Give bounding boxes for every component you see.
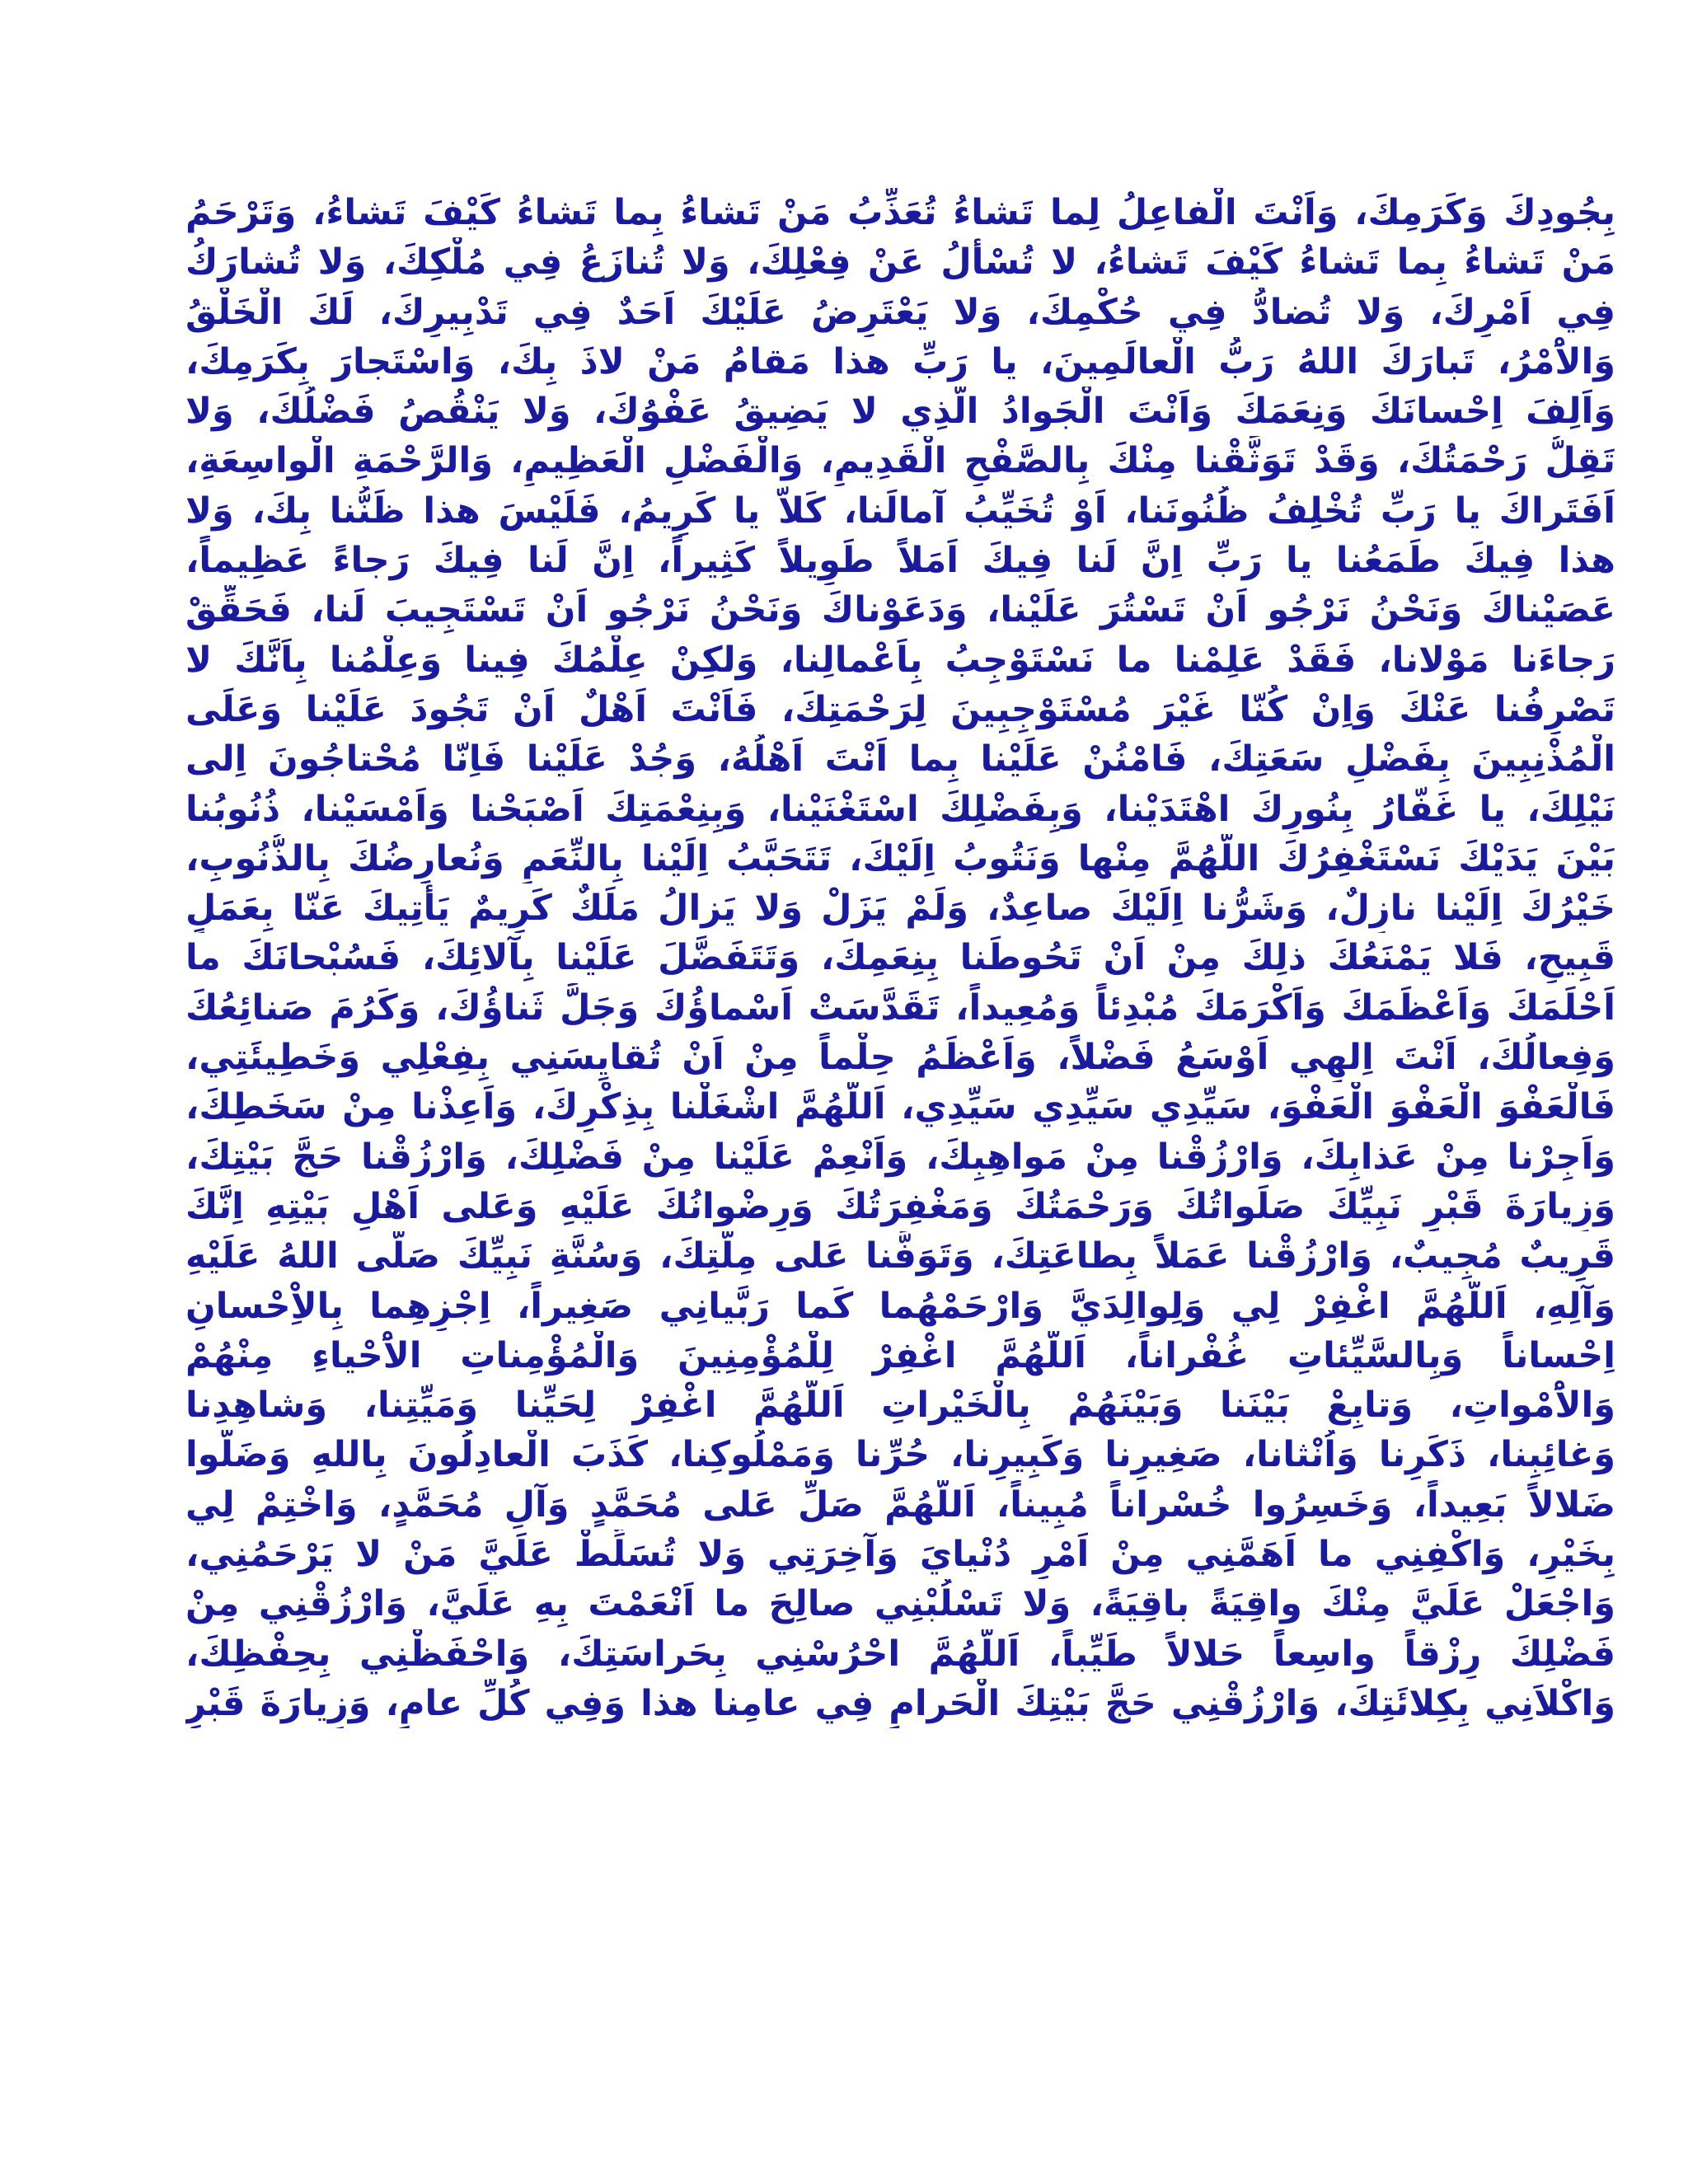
text-line: الْمُذْنِبِينَ بِفَضْلِ سَعَتِكَ، فَامْنُنْ عَلَيْنا بِما اَنْتَ اَهْلُهُ، وَجُدْ عَلَيْنا فَاِنّا مُحْتاجُونَ اِلى [185,738,1615,780]
text-line: تَصْرِفُنا عَنْكَ وَاِنْ كُنّا غَيْرَ مُسْتَوْجِبِينَ لِرَحْمَتِكَ، فَاَنْتَ اَهْلٌ اَنْ تَجُودَ عَلَيْنا وَعَلَى [185,688,1615,730]
text-line: فِي اَمْرِكَ، وَلا تُضادُّ فِي حُكْمِكَ، وَلا يَعْتَرِضُ عَلَيْكَ اَحَدٌ فِي تَدْبِيرِكَ، لَكَ الْخَلْقُ [185,291,1615,333]
text-line: وَاكْلاَنِي بِكِلائَتِكَ، وَارْزُقْنِي حَجَّ بَيْتِكَ الْحَرامِ فِي عامِنا هذا وَفِي كُلِّ عامٍ، وَزِيارَةَ قَبْرِ [185,1682,1615,1724]
text-line: نَيْلِكَ، يا غَفّارُ بِنُورِكَ اهْتَدَيْنا، وَبِفَضْلِكَ اسْتَغْنَيْنا، وَبِنِعْمَتِكَ اَصْبَحْنا وَاَمْسَيْنا، ذُنُوبُنا [185,788,1615,830]
text-line: وَغائِبِنا، ذَكَرِنا وَاُنْثانا، صَغِيرِنا وَكَبِيرِنا، حُرِّنا وَمَمْلُوكِنا، كَذَبَ الْعادِلُونَ بِاللهِ وَضَلُّوا [185,1434,1615,1476]
arabic-text-block [185,188,1615,1728]
text-line: تَقِلُّ رَحْمَتُكَ، وَقَدْ تَوَثَّقْنا مِنْكَ بِالصَّفْحِ الْقَدِيمِ، وَالْفَضْلِ الْعَظِيمِ، وَالرَّحْمَةِ الْواسِعَةِ، [185,440,1615,482]
text-line: هذا فِيكَ طَمَعُنا يا رَبِّ اِنَّ لَنا فِيكَ اَمَلاً طَوِيلاً كَثِيراً، اِنَّ لَنا فِيكَ رَجاءً عَظِيماً، [185,540,1615,582]
text-line: ضَلالاً بَعِيداً، وَخَسِرُوا خُسْراناً مُبِيناً، اَللّهُمَّ صَلِّ عَلى مُحَمَّدٍ وَآلِ مُحَمَّدٍ، وَاخْتِمْ لِي [185,1483,1615,1526]
text-line: وَاَلِفَ اِحْسانَكَ وَنِعَمَكَ وَاَنْتَ الْجَوادُ الَّذِي لا يَضِيقُ عَفْوُكَ، وَلا يَنْقُصُ فَضْلُكَ، وَلا [185,391,1615,433]
text-line: وَالاَْمْرُ، تَبارَكَ اللهُ رَبُّ الْعالَمِينَ، يا رَبِّ هذا مَقامُ مَنْ لاذَ بِكَ، وَاسْتَجارَ بِكَرَمِكَ، [185,340,1615,382]
text-line: عَصَيْناكَ وَنَحْنُ نَرْجُو اَنْ تَسْتُرَ عَلَيْنا، وَدَعَوْناكَ وَنَحْنُ نَرْجُو اَنْ تَسْتَجِيبَ لَنا، فَحَقِّقْ [185,589,1615,631]
text-line: وَزِيارَةَ قَبْرِ نَبِيِّكَ صَلَواتُكَ وَرَحْمَتُكَ وَمَغْفِرَتُكَ وَرِضْوانُكَ عَلَيْهِ وَعَلى اَهْلِ بَيْتِهِ اِنَّكَ [185,1185,1615,1227]
text-line: فَالْعَفْوَ الْعَفْوَ الْعَفْوَ، سَيِّدِي سَيِّدِي سَيِّدِي، اَللّهُمَّ اشْغَلْنا بِذِكْرِكَ، وَاَعِذْنا مِنْ سَخَطِكَ، [185,1086,1615,1128]
text-line: اَحْلَمَكَ وَاَعْظَمَكَ وَاَكْرَمَكَ مُبْدِئاً وَمُعِيداً، تَقَدَّسَتْ اَسْماؤُكَ وَجَلَّ ثَناؤُكَ، وَكَرُمَ صَنائِعُكَ [185,987,1615,1029]
text-line: اَفَتَراكَ يا رَبِّ تُخْلِفُ ظُنُونَنا، اَوْ تُخَيِّبُ آمالَنا، كَلاّ يا كَرِيمُ، فَلَيْسَ هذا ظَنُّنا بِكَ، وَلا [185,490,1615,532]
text-line: خَيْرُكَ اِلَيْنا نازِلٌ، وَشَرُّنا اِلَيْكَ صاعِدٌ، وَلَمْ يَزَلْ وَلا يَزالُ مَلَكٌ كَرِيمٌ يَأْتِيكَ عَنّا بِعَمَلٍ [185,888,1615,930]
text-line: وَاَجِرْنا مِنْ عَذابِكَ، وَارْزُقْنا مِنْ مَواهِبِكَ، وَاَنْعِمْ عَلَيْنا مِنْ فَضْلِكَ، وَارْزُقْنا حَجَّ بَيْتِكَ، [185,1136,1615,1178]
text-line: اِحْساناً وَبِالسَّيِّئاتِ غُفْراناً، اَللّهُمَّ اغْفِرْ لِلْمُؤْمِنِينَ وَالْمُؤْمِناتِ الاَْحْياءِ مِنْهُمْ [185,1334,1615,1376]
text-line: قَبِيحٍ، فَلا يَمْنَعُكَ ذلِكَ مِنْ اَنْ تَحُوطَنا بِنِعَمِكَ، وَتَتَفَضَّلَ عَلَيْنا بِآلائِكَ، فَسُبْحانَكَ ما [185,937,1615,979]
text-line: مَنْ تَشاءُ بِما تَشاءُ كَيْفَ تَشاءُ، لا تُسْأَلُ عَنْ فِعْلِكَ، وَلا تُنازَعُ فِي مُلْكِكَ، وَلا تُشارَكُ [185,241,1615,284]
text-line: وَاجْعَلْ عَلَيَّ مِنْكَ واقِيَةً باقِيَةً، وَلا تَسْلُبْنِي صالِحَ ما اَنْعَمْتَ بِهِ عَلَيَّ، وَارْزُقْنِي مِنْ [185,1583,1615,1625]
text-line: وَالاَْمْواتِ، وَتابِعْ بَيْنَنا وَبَيْنَهُمْ بِالْخَيْراتِ اَللّهُمَّ اغْفِرْ لِحَيِّنا وَمَيِّتِنا، وَشاهِدِنا [185,1385,1615,1427]
text-line: فَضْلِكَ رِزْقاً واسِعاً حَلالاً طَيِّباً، اَللّهُمَّ احْرُسْنِي بِحَراسَتِكَ، وَاحْفَظْنِي بِحِفْظِكَ، [185,1633,1615,1675]
text-line: بِجُودِكَ وَكَرَمِكَ، وَاَنْتَ الْفاعِلُ لِما تَشاءُ تُعَذِّبُ مَنْ تَشاءُ بِما تَشاءُ كَيْفَ تَشاءُ، وَتَرْحَمُ [185,192,1615,233]
text-line: وَفِعالُكَ، اَنْتَ اِلهِي اَوْسَعُ فَضْلاً، وَاَعْظَمُ حِلْماً مِنْ اَنْ تُقايِسَنِي بِفِعْلِي وَخَطِيئَتِي، [185,1037,1615,1079]
text-line: قَرِيبٌ مُجِيبٌ، وَارْزُقْنا عَمَلاً بِطاعَتِكَ، وَتَوَفَّنا عَلى مِلَّتِكَ، وَسُنَّةِ نَبِيِّكَ صَلَّى اللهُ عَلَيْهِ [185,1235,1615,1277]
text-line: بَيْنَ يَدَيْكَ نَسْتَغْفِرُكَ اللّهُمَّ مِنْها وَنَتُوبُ اِلَيْكَ، تَتَحَبَّبُ اِلَيْنا بِالنِّعَمِ وَنُعارِضُكَ بِالذُّنُوبِ، [185,837,1615,879]
text-line: وَآلِهِ، اَللّهُمَّ اغْفِرْ لِي وَلِوالِدَيَّ وَارْحَمْهُما كَما رَبَّيانِي صَغِيراً، اِجْزِهِما بِالاِْحْسانِ [185,1285,1615,1327]
text-line: رَجاءَنا مَوْلانا، فَقَدْ عَلِمْنا ما نَسْتَوْجِبُ بِاَعْمالِنا، وَلكِنْ عِلْمُكَ فِينا وَعِلْمُنا بِاَنَّكَ لا [185,639,1615,681]
text-line: بِخَيْرٍ، وَاكْفِنِي ما اَهَمَّنِي مِنْ اَمْرِ دُنْيايَ وَآخِرَتِي وَلا تُسَلِّطْ عَلَيَّ مَنْ لا يَرْحَمُنِي، [185,1534,1615,1576]
